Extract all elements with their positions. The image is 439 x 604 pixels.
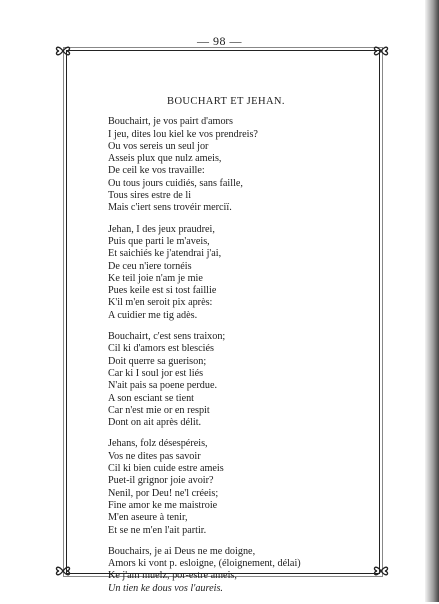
verse-line: Nenil, por Deu! ne'l créeis;	[108, 487, 219, 499]
verse-line: Dont on ait après délit.	[108, 417, 202, 429]
corner-ornament-icon	[54, 42, 72, 60]
verse-line: Et se ne m'en l'ait partir.	[108, 524, 207, 536]
stanza	[108, 438, 368, 536]
page-edge-shadow	[425, 0, 439, 602]
verse-line: Jehan, I des jeux praudrei,	[108, 223, 215, 235]
verse-line: Bouchairt, c'est sens traixon;	[108, 331, 226, 343]
stanza	[108, 546, 368, 595]
verse-line: Puet-il grignor joie avoir?	[108, 475, 214, 487]
verse-line: Doit querre sa guerison;	[108, 355, 207, 367]
verse-line: Vos ne dites pas savoir	[108, 450, 201, 462]
verse-line: De ceu n'iere tornéis	[108, 260, 192, 272]
verse-line: Ke j'am muelz, por-estre ameis,	[108, 570, 237, 582]
verse-line: A son esciant se tient	[108, 392, 195, 404]
verse-line: K'il m'en seroit pix après:	[108, 297, 213, 309]
verse-line: A cuidier me tig adès.	[108, 309, 198, 321]
verse-line: Puis que parti le m'aveis,	[108, 235, 210, 247]
verse-line: Asseis plux que nulz ameis,	[108, 153, 222, 165]
verse-line: Un tien ke dous vos l'aureis.	[108, 582, 223, 594]
page-number: — 98 —	[197, 34, 242, 48]
stanza	[108, 331, 368, 429]
verse-line: Tous sires estre de li	[108, 190, 192, 202]
stanza	[108, 224, 368, 322]
verse-line: Amors ki vont p. esloigne, (éloignement, délai)	[108, 558, 301, 570]
verse-line: M'en aseure à tenir,	[108, 512, 188, 524]
verse-line: Bouchairs, je ai Deus ne me doigne,	[108, 545, 256, 557]
corner-ornament-icon	[54, 562, 72, 580]
verse-line: Bouchairt, je vos pairt d'amors	[108, 116, 233, 128]
poem-body	[108, 96, 368, 604]
verse-line: Ou vos sereis un seul jor	[108, 140, 209, 152]
verse-line: I jeu, dites lou kiel ke vos prendreis?	[108, 128, 258, 140]
verse-line: Cil ki bien cuide estre ameis	[108, 463, 224, 475]
verse-line: Et saichiés ke j'atendrai j'ai,	[108, 248, 222, 260]
stanza	[108, 116, 368, 214]
verse-line: Cil ki d'amors est blesciés	[108, 343, 214, 355]
poem-title: BOUCHART ET JEHAN.	[167, 96, 285, 107]
verse-line: Ou tous jours cuidiés, sans faille,	[108, 177, 243, 189]
corner-ornament-icon	[372, 42, 390, 60]
verse-line: Mais c'iert sens trovéir merciï.	[108, 202, 232, 214]
verse-line: Car ki I soul jor est liés	[108, 367, 204, 379]
verse-line: De ceil ke vos travaille:	[108, 165, 205, 177]
corner-ornament-icon	[372, 562, 390, 580]
verse-line: N'ait pais sa poene perdue.	[108, 380, 218, 392]
verse-line: Ke teil joie n'am je mie	[108, 272, 203, 284]
verse-line: Car n'est mie or en respit	[108, 404, 210, 416]
verse-line: Fine amor ke me maistroie	[108, 499, 218, 511]
verse-line: Jehans, folz désespéreis,	[108, 438, 208, 450]
verse-line: Pues keile est si tost faillie	[108, 285, 217, 297]
